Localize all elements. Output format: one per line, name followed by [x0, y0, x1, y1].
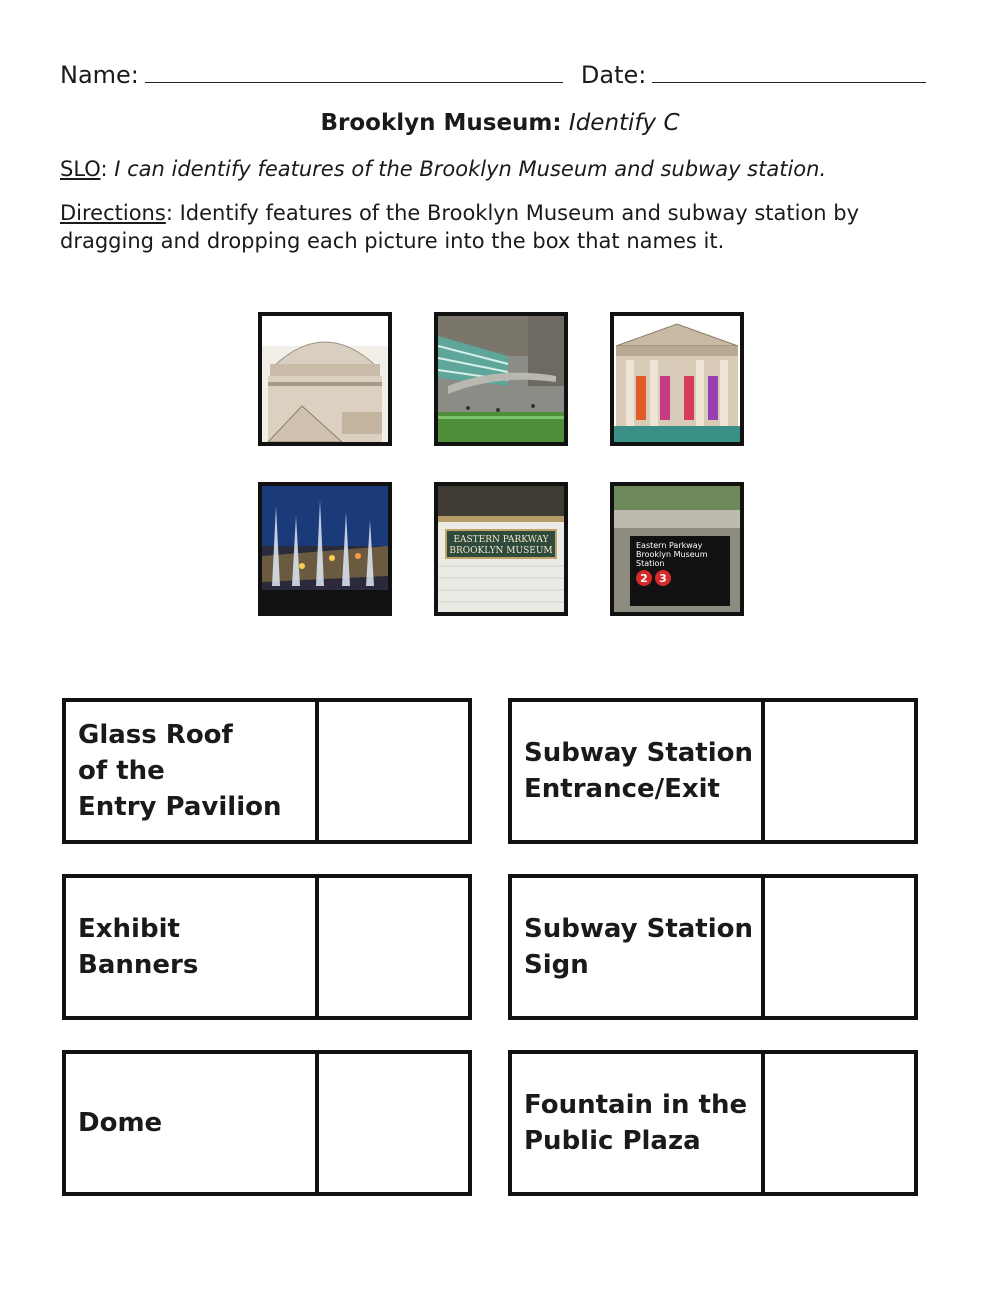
box-dome: [62, 1050, 472, 1196]
dome-photo-tile[interactable]: [258, 312, 392, 446]
subway-entrance-photo-tile[interactable]: [610, 482, 744, 616]
date-label: Date:: [580, 61, 647, 89]
directions-label: Directions: [60, 201, 166, 225]
directions-text: Identify features of the Brooklyn Museum and subway station by dragging and dropping each picture into the box that names it.: [60, 201, 860, 253]
name-date-row: [60, 60, 940, 89]
box-label: Subway Station Entrance/Exit: [512, 702, 765, 840]
exhibit-banners-photo-icon: [614, 316, 740, 442]
glass-roof-photo-icon: [438, 316, 564, 442]
exhibit-banners-photo-tile[interactable]: [610, 312, 744, 446]
box-subway-sign: [508, 874, 918, 1020]
box-label: Subway Station Sign: [512, 878, 765, 1016]
subway-sign-line1: EASTERN PARKWAY: [453, 535, 549, 545]
box-label: Dome: [66, 1054, 319, 1192]
box-glass-roof: [62, 698, 472, 844]
box-subway-entrance: [508, 698, 918, 844]
box-label: Exhibit Banners: [66, 878, 319, 1016]
slo-label: SLO: [60, 157, 101, 181]
route-3-badge: 3: [659, 572, 667, 585]
page-title: [0, 110, 1000, 136]
entrance-sign-line2: Brooklyn Museum: [636, 550, 708, 559]
date-field[interactable]: [652, 60, 926, 83]
fountain-photo-icon: [262, 486, 388, 612]
glass-roof-photo-tile[interactable]: [434, 312, 568, 446]
box-label: Glass Roof of the Entry Pavilion: [66, 702, 319, 840]
drop-zone[interactable]: [765, 878, 914, 1016]
drop-zone[interactable]: [319, 702, 468, 840]
box-fountain: [508, 1050, 918, 1196]
slo-line: SLO: I can identify features of the Brooklyn Museum and subway station.: [60, 157, 827, 181]
name-field[interactable]: [145, 60, 563, 83]
box-exhibit-banners: [62, 874, 472, 1020]
name-label: Name:: [60, 61, 139, 89]
title-bold: Brooklyn Museum:: [320, 110, 562, 136]
subway-sign-photo-tile[interactable]: [434, 482, 568, 616]
subway-entrance-photo-icon: [614, 486, 740, 612]
drop-zone[interactable]: [319, 1054, 468, 1192]
dome-photo-icon: [262, 316, 388, 442]
entrance-sign-line3: Station: [636, 559, 665, 568]
slo-text: I can identify features of the Brooklyn Museum and subway station.: [114, 157, 827, 181]
subway-sign-photo-icon: [438, 486, 564, 612]
drop-zone[interactable]: [319, 878, 468, 1016]
entrance-sign-line1: Eastern Parkway: [636, 541, 703, 550]
drop-zone[interactable]: [765, 1054, 914, 1192]
title-italic: Identify C: [568, 110, 680, 136]
drop-zone[interactable]: [765, 702, 914, 840]
fountain-photo-tile[interactable]: [258, 482, 392, 616]
directions: Directions: Identify features of the Brooklyn Museum and subway station by dragging and dropping each picture into the box that names it.: [60, 201, 860, 253]
route-2-badge: 2: [640, 572, 648, 585]
box-label: Fountain in the Public Plaza: [512, 1054, 765, 1192]
subway-sign-line2: BROOKLYN MUSEUM: [449, 546, 553, 556]
